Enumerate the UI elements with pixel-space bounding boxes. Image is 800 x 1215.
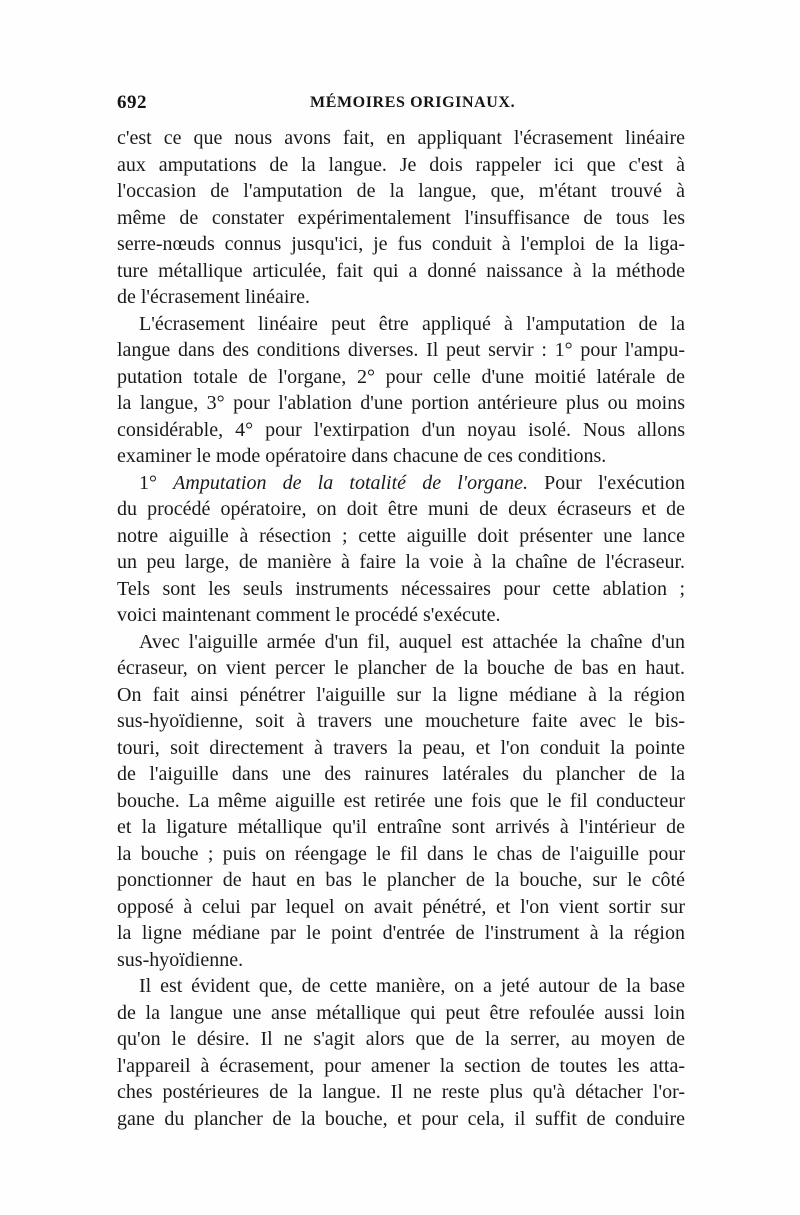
- text-line: de l'écrasement linéaire.: [117, 286, 310, 308]
- text-line: notre aiguille à résection ; cette aiguille doit présenter une lance: [117, 524, 685, 547]
- text-line: langue dans des conditions diverses. Il peut servir : 1° pour l'ampu-: [117, 339, 685, 361]
- text-line: On fait ainsi pénétrer l'aiguille sur la ligne médiane à la région: [117, 683, 685, 706]
- text-line: de l'aiguille dans une des rainures latérales du plancher de la: [117, 763, 685, 785]
- text-line: putation totale de l'organe, 2° pour celle d'une moitié latérale de: [117, 365, 685, 388]
- text-line: sus-hyoïdienne, soit à travers une moucheture faite avec le bis-: [117, 710, 685, 732]
- text-line: l'occasion de l'amputation de la langue, que, m'étant trouvé à: [117, 180, 685, 202]
- line-suffix: Pour l'exécution: [528, 471, 685, 494]
- text-line: un peu large, de manière à faire la voie à la chaîne de l'écraseur.: [117, 551, 685, 573]
- text-line: la langue, 3° pour l'ablation d'une portion antérieure plus ou moins: [117, 392, 685, 414]
- text-line: ponctionner de haut en bas le plancher de la bouche, sur le côté: [117, 869, 685, 891]
- text-line: examiner le mode opératoire dans chacune de ces conditions.: [117, 445, 607, 467]
- page-number: 692: [117, 92, 147, 113]
- text-line: serre-nœuds connus jusqu'ici, je fus conduit à l'emploi de la liga-: [117, 233, 685, 255]
- text-line: sus-hyoïdienne.: [117, 948, 244, 971]
- text-line: voici maintenant comment le procédé s'exécute.: [117, 604, 501, 626]
- body-text: [117, 125, 685, 1132]
- text-line: considérable, 4° pour l'extirpation d'un noyau isolé. Nous allons: [117, 418, 685, 441]
- text-line: de la langue une anse métallique qui peut être refoulée aussi loin: [117, 1001, 685, 1024]
- text-line: touri, soit directement à travers la peau, et l'on conduit la pointe: [117, 736, 685, 759]
- text-line: gane du plancher de la bouche, et pour cela, il suffit de conduire: [117, 1107, 685, 1130]
- running-title: MÉMOIRES ORIGINAUX.: [310, 94, 516, 111]
- section-heading-italic: Amputation de la totalité de l'organe.: [173, 471, 528, 494]
- text-line: et la ligature métallique qu'il entraîne sont arrivés à l'intérieur de: [117, 816, 685, 838]
- text-line: qu'on le désire. Il ne s'agit alors que de la serrer, au moyen de: [117, 1028, 685, 1050]
- text-line: écraseur, on vient percer le plancher de la bouche de bas en haut.: [117, 657, 685, 679]
- text-line: c'est ce que nous avons fait, en appliquant l'écrasement linéaire: [117, 127, 685, 149]
- text-line: ture métallique articulée, fait qui a donné naissance à la méthode: [117, 259, 685, 282]
- text-line: [117, 470, 685, 497]
- text-line: Il est évident que, de cette manière, on a jeté autour de la base: [139, 975, 685, 997]
- text-line: du procédé opératoire, on doit être muni de deux écraseurs et de: [117, 498, 685, 520]
- line-prefix: 1°: [139, 471, 174, 494]
- text-line: l'appareil à écrasement, pour amener la section de toutes les atta-: [117, 1054, 685, 1077]
- text-line: L'écrasement linéaire peut être appliqué à l'amputation de la: [139, 312, 685, 335]
- text-line: la ligne médiane par le point d'entrée de l'instrument à la région: [117, 922, 685, 944]
- page-header: [117, 92, 697, 118]
- text-line: bouche. La même aiguille est retirée une fois que le fil conducteur: [117, 789, 685, 812]
- text-line: aux amputations de la langue. Je dois rappeler ici que c'est à: [117, 153, 685, 176]
- text-line: la bouche ; puis on réengage le fil dans le chas de l'aiguille pour: [117, 842, 685, 865]
- text-line: même de constater expérimentalement l'insuffisance de tous les: [117, 206, 685, 229]
- text-line: ches postérieures de la langue. Il ne reste plus qu'à détacher l'or-: [117, 1081, 685, 1103]
- text-line: Tels sont les seuls instruments nécessaires pour cette ablation ;: [117, 577, 685, 600]
- text-line: Avec l'aiguille armée d'un fil, auquel est attachée la chaîne d'un: [139, 630, 685, 653]
- text-line: opposé à celui par lequel on avait pénétré, et l'on vient sortir sur: [117, 895, 685, 918]
